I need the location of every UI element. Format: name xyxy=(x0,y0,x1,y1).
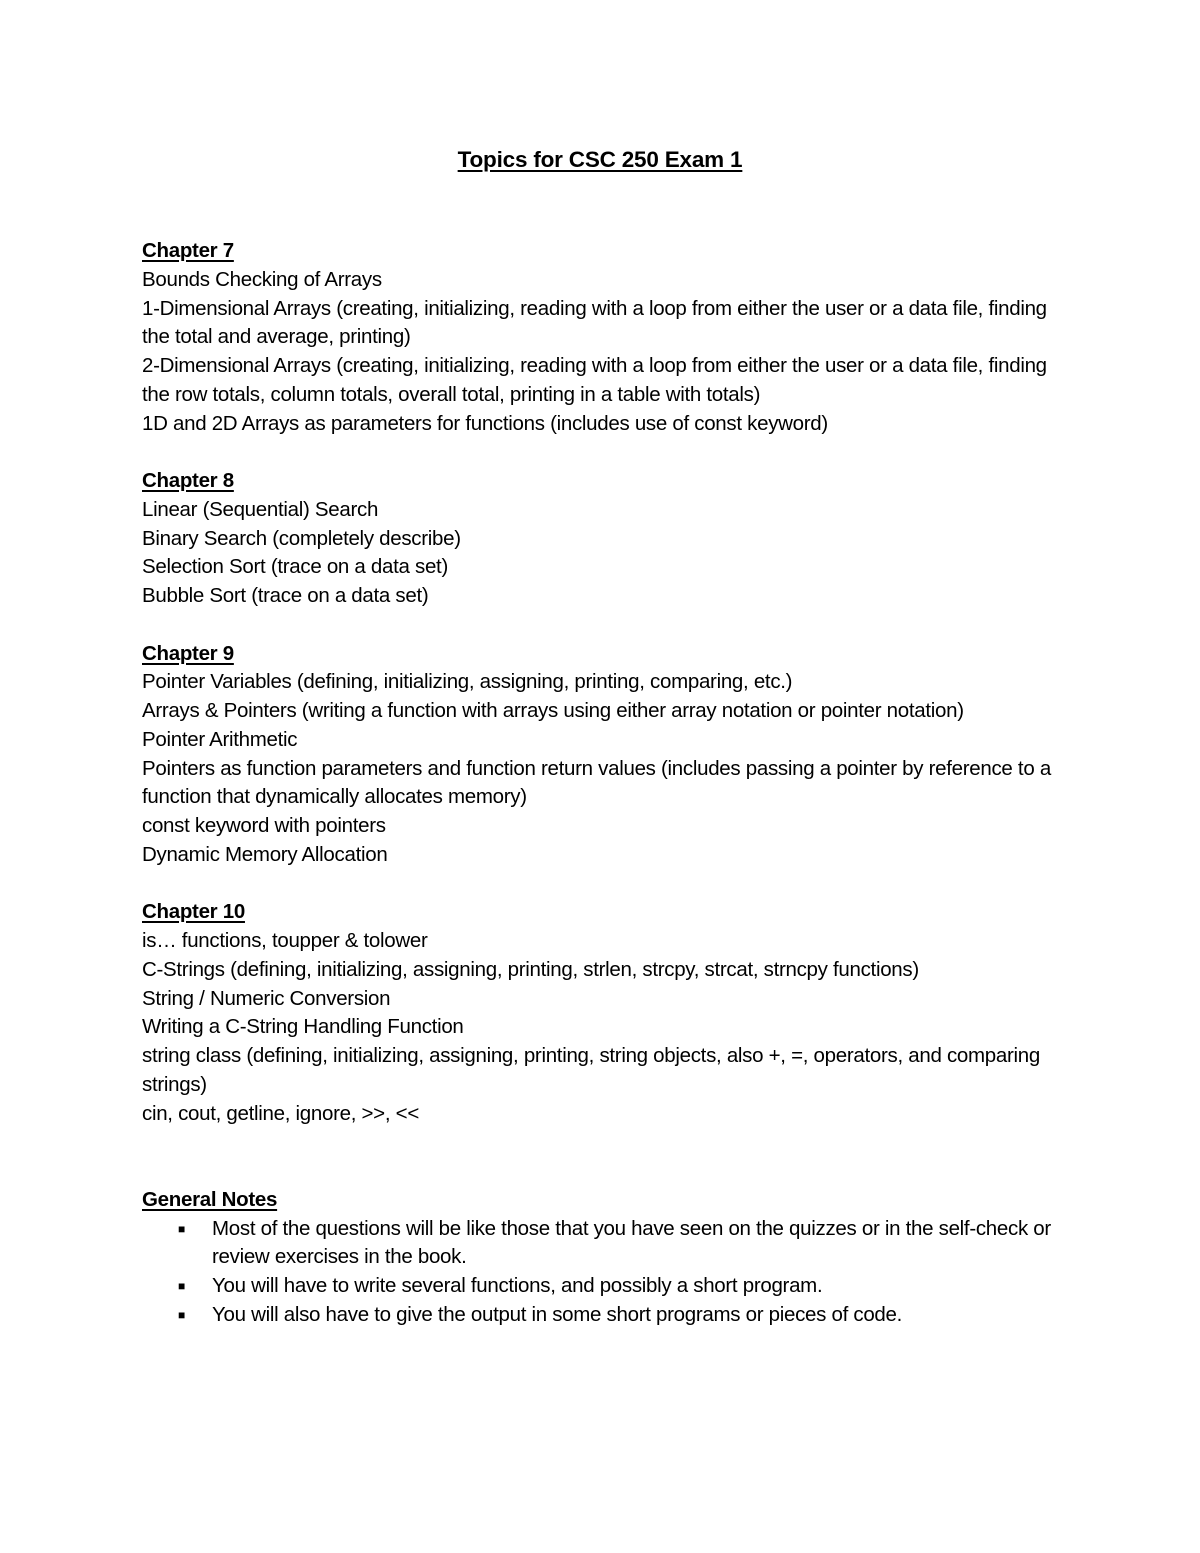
topic-line: Pointer Variables (defining, initializing, assigning, printing, comparing, etc.) xyxy=(142,670,793,694)
document-title xyxy=(0,145,1200,175)
list-item xyxy=(178,1215,1072,1273)
blank-line xyxy=(142,1157,1072,1186)
topic-line: Writing a C-String Handling Function xyxy=(142,1015,464,1039)
topic-line: 2-Dimensional Arrays (creating, initializing, reading with a loop from either the user or a data file, finding the row totals, column totals, overall total, printing in a table with totals) xyxy=(142,354,1047,406)
chapter-8-section xyxy=(142,467,1072,611)
topic-line: 1D and 2D Arrays as parameters for functions (includes use of const keyword) xyxy=(142,411,828,435)
topic-line: Bubble Sort (trace on a data set) xyxy=(142,584,429,607)
topic-line: Arrays & Pointers (writing a function with arrays using either array notation or pointer notation) xyxy=(142,699,964,722)
topic-line: 1-Dimensional Arrays (creating, initializing, reading with a loop from either the user or a data file, finding the total and average, printing) xyxy=(142,296,1047,349)
chapter-8-heading: Chapter 8 xyxy=(142,469,234,492)
chapter-10-heading: Chapter 10 xyxy=(142,900,245,924)
note-text: Most of the questions will be like those that you have seen on the quizzes or in the self-check or review exercises in the book. xyxy=(212,1216,1051,1269)
topic-line: string class (defining, initializing, assigning, printing, string objects, also +, =, operators, and comparing strings) xyxy=(142,1044,1040,1096)
topic-line: const keyword with pointers xyxy=(142,814,386,837)
general-notes-heading: General Notes xyxy=(142,1187,278,1211)
topic-line: Bounds Checking of Arrays xyxy=(142,267,382,291)
square-bullet-icon: ■ xyxy=(178,1279,185,1293)
chapter-9-heading: Chapter 9 xyxy=(142,641,234,665)
topic-line: is… functions, toupper & tolower xyxy=(142,929,428,952)
chapter-7-heading: Chapter 7 xyxy=(142,239,234,262)
list-item xyxy=(178,1301,1072,1330)
square-bullet-icon: ■ xyxy=(178,1221,185,1236)
list-item xyxy=(178,1272,1072,1301)
general-notes-list xyxy=(142,1215,1072,1330)
topic-line: Pointer Arithmetic xyxy=(142,727,298,751)
topic-line: C-Strings (defining, initializing, assigning, printing, strlen, strcpy, strcat, strncpy functions) xyxy=(142,957,919,981)
topic-line: Binary Search (completely describe) xyxy=(142,526,461,550)
chapter-9-section xyxy=(142,640,1072,870)
topic-line: cin, cout, getline, ignore, >>, << xyxy=(142,1101,419,1125)
topic-line: Linear (Sequential) Search xyxy=(142,497,379,521)
note-text: You will also have to give the output in some short programs or pieces of code. xyxy=(212,1302,903,1326)
document-title-text: Topics for CSC 250 Exam 1 xyxy=(457,147,743,172)
square-bullet-icon: ■ xyxy=(178,1307,185,1322)
general-notes-section xyxy=(142,1186,1072,1330)
chapter-10-section xyxy=(142,898,1072,1128)
topic-line: Dynamic Memory Allocation xyxy=(142,842,388,866)
document-body xyxy=(142,237,1072,1358)
topic-line: String / Numeric Conversion xyxy=(142,986,391,1010)
chapter-7-section xyxy=(142,237,1072,438)
topic-line: Selection Sort (trace on a data set) xyxy=(142,555,448,579)
note-text: You will have to write several functions, and possibly a short program. xyxy=(212,1274,823,1297)
topic-line: Pointers as function parameters and function return values (includes passing a pointer by reference to a function that dynamically allocates memory) xyxy=(142,756,1051,809)
